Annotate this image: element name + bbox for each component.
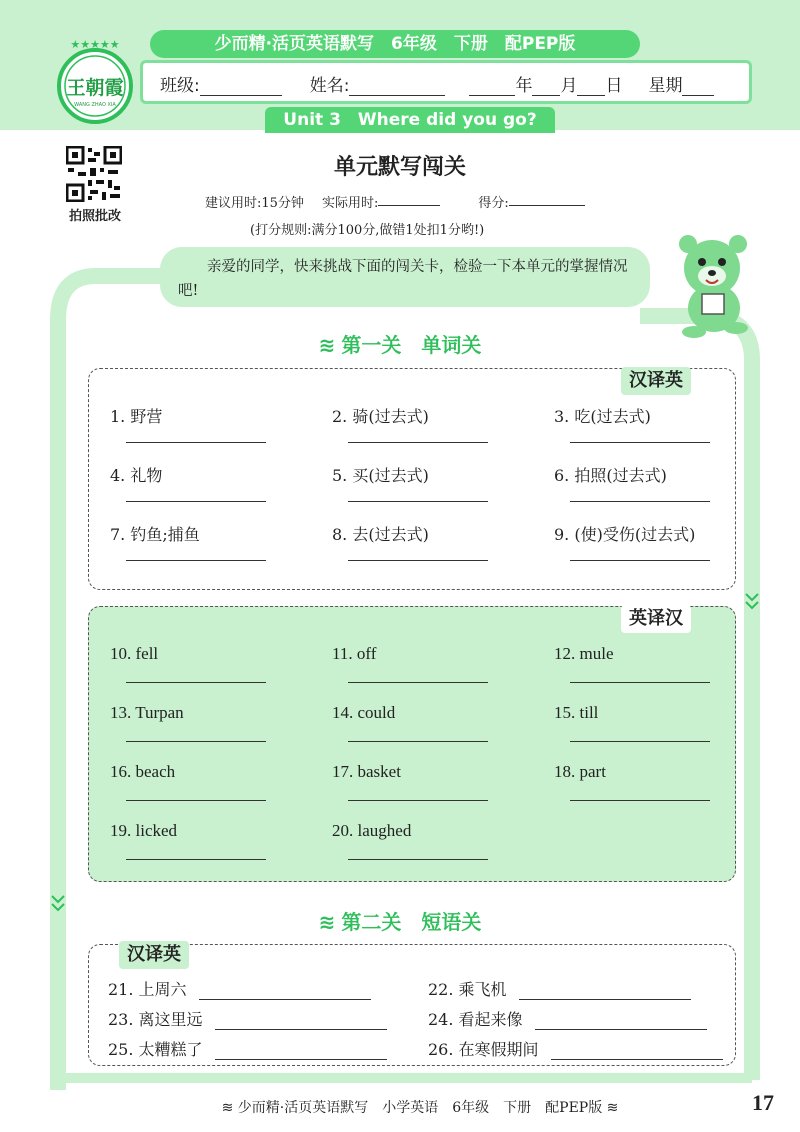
word-item: 1. 野营 xyxy=(110,398,332,457)
month-label: 月 xyxy=(560,76,578,96)
phrase-list xyxy=(108,976,728,1060)
phrase-item: 26. 在寒假期间 xyxy=(428,1036,728,1060)
answer-line[interactable] xyxy=(570,501,710,502)
answer-line[interactable] xyxy=(348,501,488,502)
phrase-item: 24. 看起来像 xyxy=(428,1006,728,1030)
answer-line[interactable] xyxy=(126,741,266,742)
answer-line[interactable] xyxy=(126,859,266,860)
phrase-item: 21. 上周六 xyxy=(108,976,428,1000)
answer-line[interactable] xyxy=(535,1012,707,1030)
actual-time-label: 实际用时: xyxy=(321,196,379,211)
word-item: 11. off xyxy=(332,638,554,697)
answer-line[interactable] xyxy=(519,982,691,1000)
series-title: 少而精·活页英语默写 6年级 下册 配PEP版 xyxy=(150,30,640,58)
wave-icon: ≋ xyxy=(318,910,336,934)
scoring-rule: (打分规则:满分100分,做错1处扣1分哟!) xyxy=(250,223,485,238)
answer-line[interactable] xyxy=(551,1042,723,1060)
answer-line[interactable] xyxy=(126,501,266,502)
answer-line[interactable] xyxy=(126,682,266,683)
answer-line[interactable] xyxy=(348,859,488,860)
qr-label: 拍照批改 xyxy=(68,209,121,224)
cn-to-en-grid xyxy=(110,398,776,575)
word-item: 3. 吃(过去式) xyxy=(554,398,776,457)
word-item: 10. fell xyxy=(110,638,332,697)
brand-name: 王朝霞 xyxy=(66,77,124,99)
stage-1-heading xyxy=(270,329,530,358)
answer-line[interactable] xyxy=(199,982,371,1000)
score-label: 得分: xyxy=(478,196,509,211)
page-number: 17 xyxy=(752,1090,774,1115)
suggested-time: 建议用时:15分钟 xyxy=(205,196,304,211)
word-item: 8. 去(过去式) xyxy=(332,516,554,575)
stage-2-heading xyxy=(270,906,530,935)
answer-line[interactable] xyxy=(215,1012,387,1030)
answer-line[interactable] xyxy=(570,560,710,561)
answer-line[interactable] xyxy=(215,1042,387,1060)
intro-bubble: 亲爱的同学，快来挑战下面的闯关卡，检验一下本单元的掌握情况吧! xyxy=(160,247,650,307)
bear-mascot-icon xyxy=(664,228,760,340)
word-item: 14. could xyxy=(332,697,554,756)
day-label: 日 xyxy=(605,76,623,96)
word-item: 19. licked xyxy=(110,815,332,874)
unit-tab: Unit 3 Where did you go? xyxy=(265,107,555,133)
phrase-item: 23. 离这里远 xyxy=(108,1006,428,1030)
answer-line[interactable] xyxy=(348,682,488,683)
word-item: 7. 钓鱼;捕鱼 xyxy=(110,516,332,575)
cn-to-en-badge: 汉译英 xyxy=(621,367,691,395)
page-title: 单元默写闯关 xyxy=(333,155,466,180)
en-to-cn-grid xyxy=(110,638,776,874)
phrase-item: 22. 乘飞机 xyxy=(428,976,728,1000)
word-item: 6. 拍照(过去式) xyxy=(554,457,776,516)
wave-icon: ≋ xyxy=(318,333,336,357)
answer-line[interactable] xyxy=(126,442,266,443)
word-item: 15. till xyxy=(554,697,776,756)
en-to-cn-badge: 英译汉 xyxy=(621,605,691,633)
brand-subtitle: WANG ZHAO XIA xyxy=(74,102,116,108)
word-item: 13. Turpan xyxy=(110,697,332,756)
class-label: 班级: xyxy=(160,76,200,96)
weekday-label: 星期 xyxy=(648,76,683,96)
word-item: 2. 骑(过去式) xyxy=(332,398,554,457)
stage-1-title: 第一关 单词关 xyxy=(341,333,482,357)
answer-line[interactable] xyxy=(570,442,710,443)
answer-line[interactable] xyxy=(126,560,266,561)
answer-line[interactable] xyxy=(126,800,266,801)
svg-text:★★★★★: ★★★★★ xyxy=(70,38,120,51)
word-item: 20. laughed xyxy=(332,815,554,874)
word-item: 18. part xyxy=(554,756,776,815)
word-item: 16. beach xyxy=(110,756,332,815)
answer-line[interactable] xyxy=(570,682,710,683)
footer-text: ≋ 少而精·活页英语默写 小学英语 6年级 下册 配PEP版 ≋ xyxy=(221,1100,619,1116)
answer-line[interactable] xyxy=(348,800,488,801)
word-item: 9. (使)受伤(过去式) xyxy=(554,516,776,575)
phrase-item: 25. 太糟糕了 xyxy=(108,1036,428,1060)
answer-line[interactable] xyxy=(348,442,488,443)
answer-line[interactable] xyxy=(348,560,488,561)
stage-2-title: 第二关 短语关 xyxy=(341,910,482,934)
word-item: 17. basket xyxy=(332,756,554,815)
name-label: 姓名: xyxy=(309,76,350,96)
phrase-badge: 汉译英 xyxy=(119,941,189,969)
answer-line[interactable] xyxy=(570,800,710,801)
word-item: 12. mule xyxy=(554,638,776,697)
answer-line[interactable] xyxy=(348,741,488,742)
year-label: 年 xyxy=(515,76,533,96)
answer-line[interactable] xyxy=(570,741,710,742)
word-item: 5. 买(过去式) xyxy=(332,457,554,516)
word-item: 4. 礼物 xyxy=(110,457,332,516)
